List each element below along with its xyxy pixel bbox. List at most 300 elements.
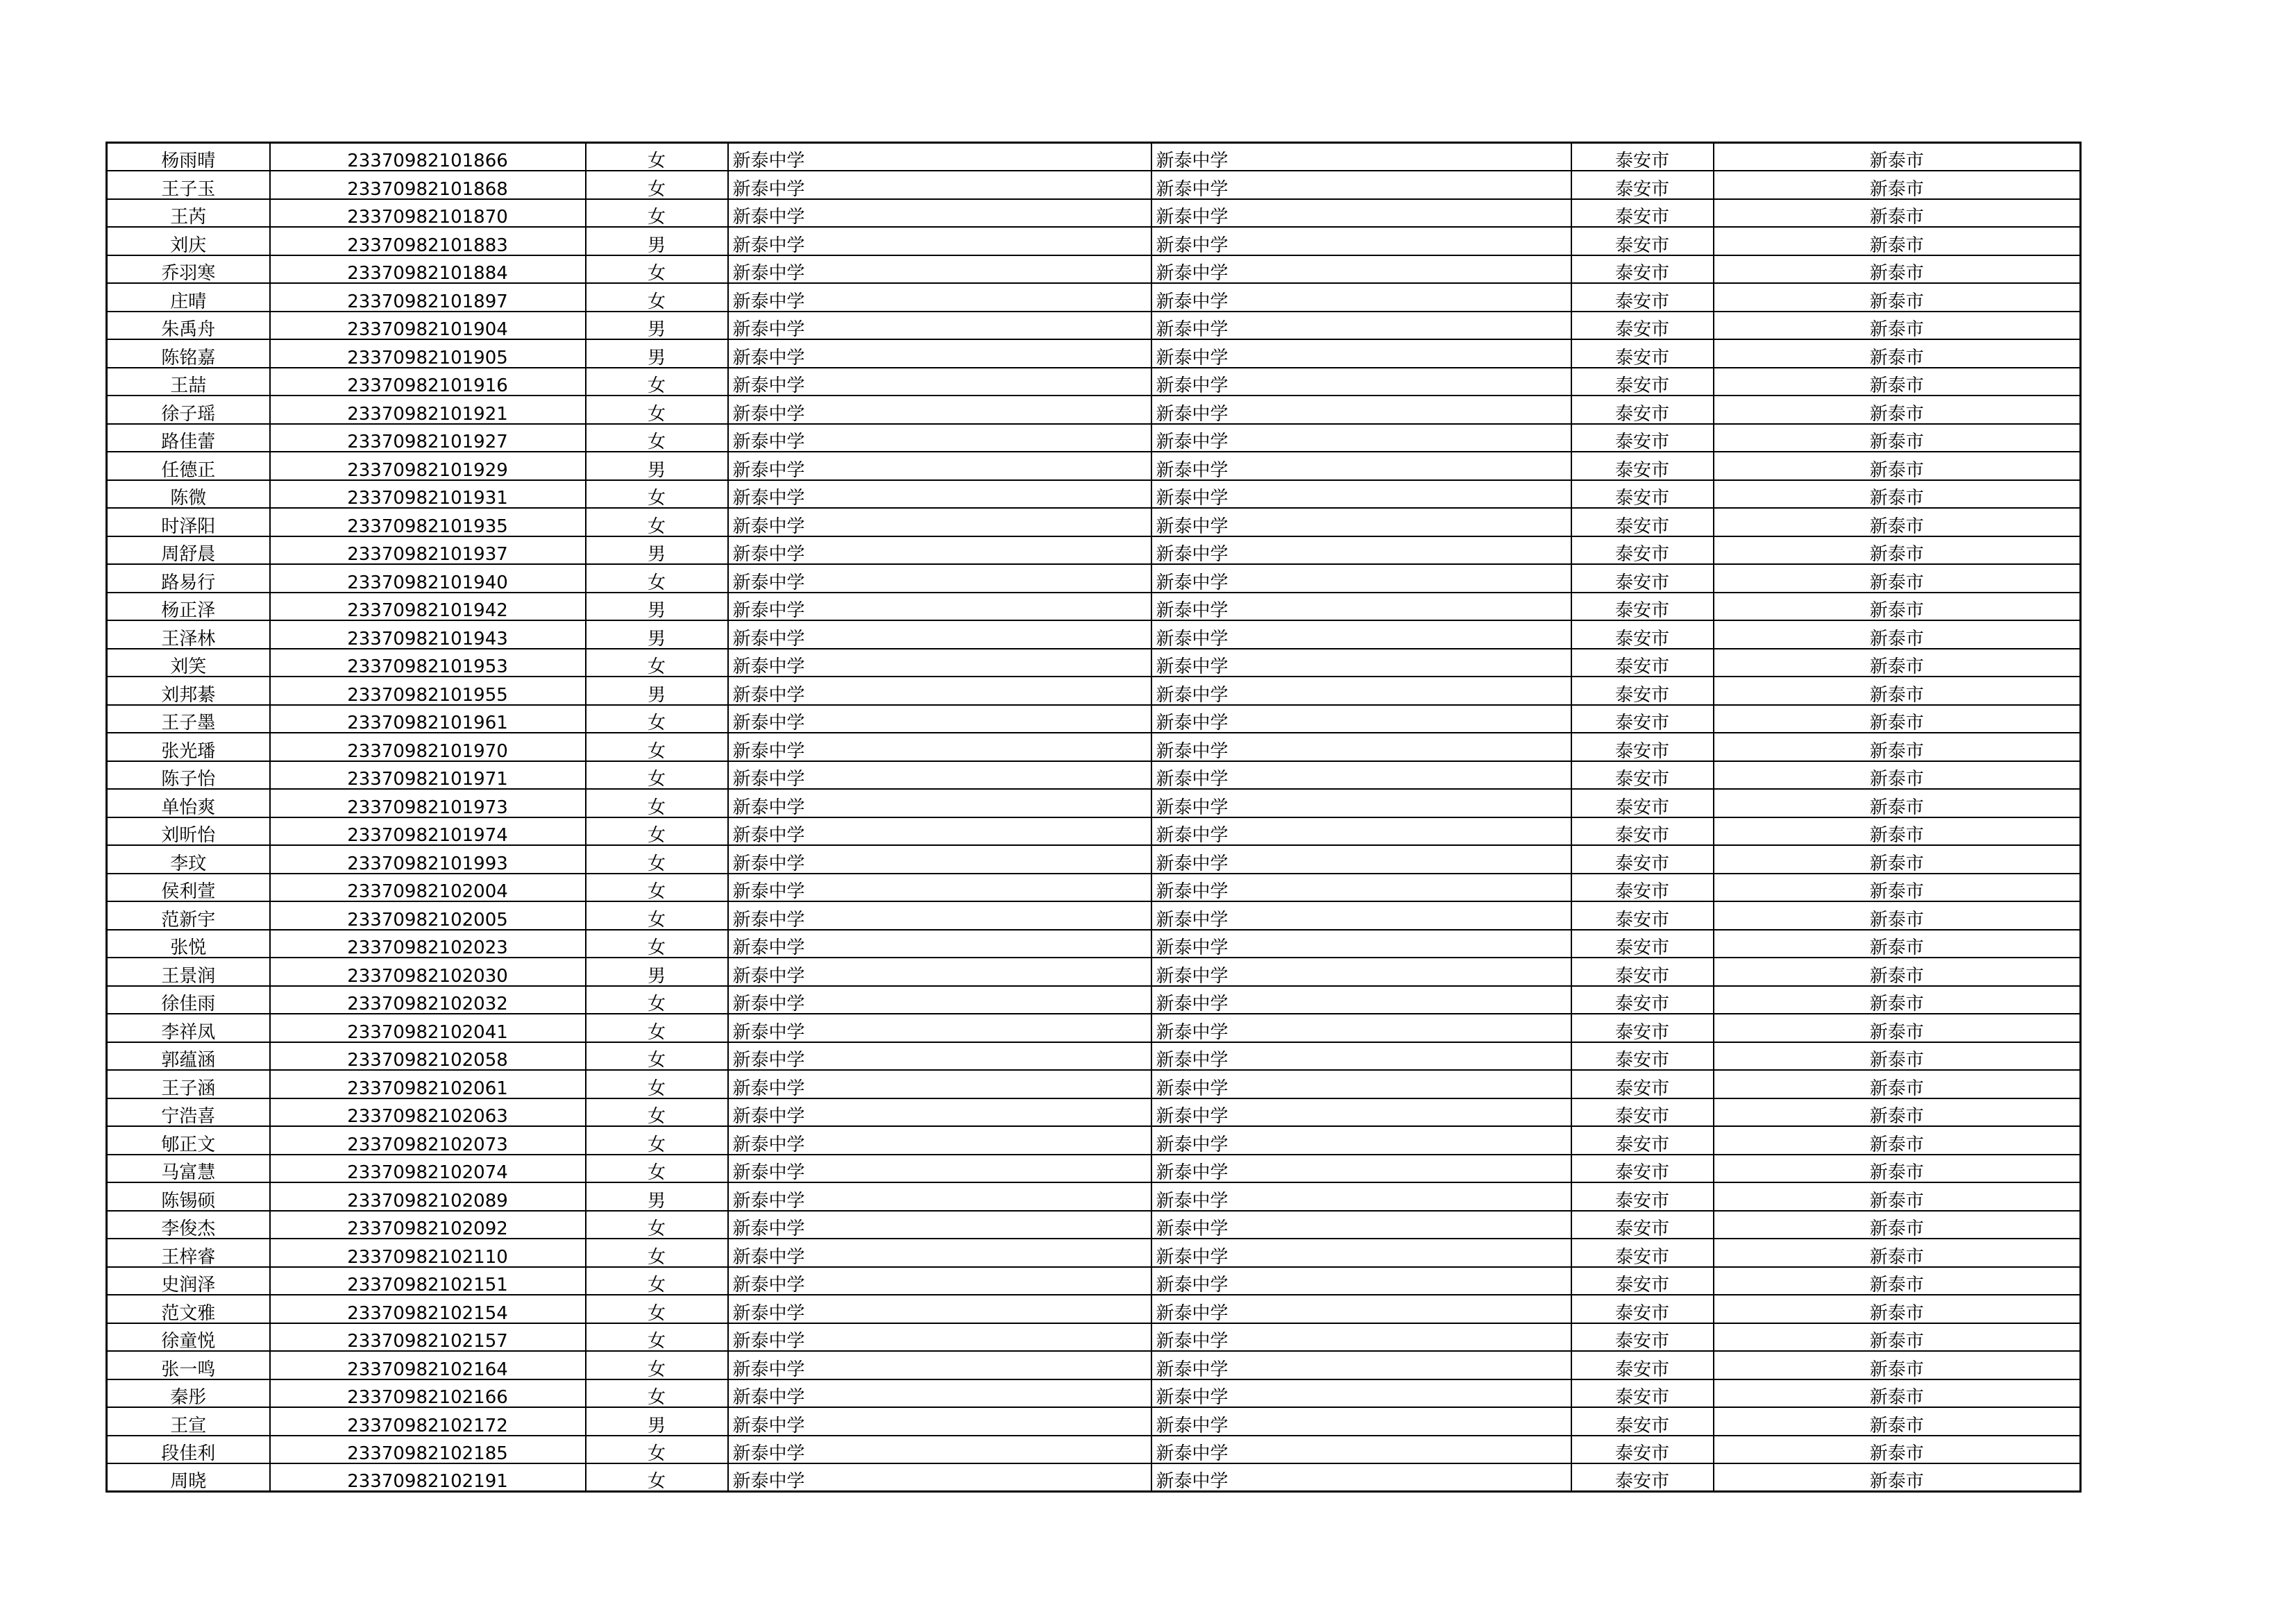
cell-district: 新泰市: [1714, 620, 2081, 649]
cell-gender: 女: [586, 143, 728, 171]
cell-id: 23370982101974: [270, 817, 586, 846]
cell-id: 23370982102110: [270, 1239, 586, 1267]
cell-name: 王宣: [107, 1407, 270, 1436]
cell-school: 新泰中学: [728, 1463, 1151, 1492]
cell-school2: 新泰中学: [1151, 1351, 1571, 1379]
cell-district: 新泰市: [1714, 817, 2081, 846]
cell-district: 新泰市: [1714, 1379, 2081, 1408]
cell-id: 23370982101953: [270, 649, 586, 677]
cell-name: 郭蕴涵: [107, 1042, 270, 1071]
table-row: [107, 1267, 2081, 1295]
cell-city: 泰安市: [1571, 171, 1714, 199]
cell-gender: 男: [586, 593, 728, 621]
table-row: [107, 312, 2081, 340]
cell-gender: 女: [586, 1295, 728, 1323]
cell-city: 泰安市: [1571, 1463, 1714, 1492]
cell-name: 李玟: [107, 845, 270, 874]
cell-school: 新泰中学: [728, 536, 1151, 565]
cell-gender: 女: [586, 1155, 728, 1183]
cell-id: 23370982101883: [270, 227, 586, 255]
cell-district: 新泰市: [1714, 1155, 2081, 1183]
cell-name: 王芮: [107, 199, 270, 228]
cell-gender: 男: [586, 227, 728, 255]
cell-school: 新泰中学: [728, 958, 1151, 986]
cell-city: 泰安市: [1571, 508, 1714, 536]
cell-school: 新泰中学: [728, 1098, 1151, 1127]
table-row: [107, 255, 2081, 284]
cell-id: 23370982102023: [270, 930, 586, 958]
cell-district: 新泰市: [1714, 1126, 2081, 1155]
cell-id: 23370982101961: [270, 705, 586, 733]
cell-school2: 新泰中学: [1151, 620, 1571, 649]
cell-city: 泰安市: [1571, 1014, 1714, 1042]
cell-name: 王泽林: [107, 620, 270, 649]
cell-city: 泰安市: [1571, 1042, 1714, 1071]
cell-id: 23370982102166: [270, 1379, 586, 1408]
table-row: [107, 620, 2081, 649]
cell-name: 王子墨: [107, 705, 270, 733]
student-roster-table: [105, 142, 2082, 1493]
cell-district: 新泰市: [1714, 396, 2081, 424]
cell-school2: 新泰中学: [1151, 1042, 1571, 1071]
cell-school2: 新泰中学: [1151, 424, 1571, 452]
cell-school: 新泰中学: [728, 1407, 1151, 1436]
table-row: [107, 1126, 2081, 1155]
cell-city: 泰安市: [1571, 1182, 1714, 1211]
cell-name: 王子涵: [107, 1070, 270, 1098]
cell-school: 新泰中学: [728, 593, 1151, 621]
cell-district: 新泰市: [1714, 1014, 2081, 1042]
cell-name: 杨雨晴: [107, 143, 270, 171]
cell-gender: 女: [586, 1070, 728, 1098]
cell-city: 泰安市: [1571, 1436, 1714, 1464]
cell-school2: 新泰中学: [1151, 986, 1571, 1014]
cell-school2: 新泰中学: [1151, 368, 1571, 396]
cell-id: 23370982102157: [270, 1323, 586, 1352]
cell-city: 泰安市: [1571, 283, 1714, 312]
cell-id: 23370982102185: [270, 1436, 586, 1464]
cell-school: 新泰中学: [728, 1239, 1151, 1267]
cell-gender: 女: [586, 1436, 728, 1464]
table-row: [107, 1323, 2081, 1352]
cell-school: 新泰中学: [728, 761, 1151, 790]
cell-school2: 新泰中学: [1151, 1014, 1571, 1042]
cell-school: 新泰中学: [728, 845, 1151, 874]
cell-city: 泰安市: [1571, 649, 1714, 677]
cell-gender: 女: [586, 817, 728, 846]
cell-gender: 女: [586, 874, 728, 902]
cell-school2: 新泰中学: [1151, 255, 1571, 284]
cell-school2: 新泰中学: [1151, 564, 1571, 593]
cell-city: 泰安市: [1571, 1407, 1714, 1436]
cell-school: 新泰中学: [728, 1323, 1151, 1352]
cell-gender: 男: [586, 958, 728, 986]
table-row: [107, 1463, 2081, 1492]
cell-school: 新泰中学: [728, 480, 1151, 509]
cell-id: 23370982101870: [270, 199, 586, 228]
cell-name: 秦彤: [107, 1379, 270, 1408]
table-row: [107, 1042, 2081, 1071]
cell-school2: 新泰中学: [1151, 1155, 1571, 1183]
cell-name: 王景润: [107, 958, 270, 986]
cell-district: 新泰市: [1714, 339, 2081, 368]
cell-school: 新泰中学: [728, 396, 1151, 424]
table-row: [107, 958, 2081, 986]
cell-school2: 新泰中学: [1151, 789, 1571, 817]
cell-city: 泰安市: [1571, 789, 1714, 817]
cell-name: 马富慧: [107, 1155, 270, 1183]
cell-id: 23370982101971: [270, 761, 586, 790]
table-row: [107, 845, 2081, 874]
table-row: [107, 761, 2081, 790]
cell-school: 新泰中学: [728, 143, 1151, 171]
cell-city: 泰安市: [1571, 986, 1714, 1014]
cell-name: 陈子怡: [107, 761, 270, 790]
cell-school2: 新泰中学: [1151, 1436, 1571, 1464]
cell-name: 侯利萱: [107, 874, 270, 902]
cell-name: 王梓睿: [107, 1239, 270, 1267]
cell-school2: 新泰中学: [1151, 171, 1571, 199]
cell-school2: 新泰中学: [1151, 958, 1571, 986]
cell-gender: 女: [586, 1211, 728, 1239]
cell-id: 23370982101993: [270, 845, 586, 874]
cell-name: 单怡爽: [107, 789, 270, 817]
cell-city: 泰安市: [1571, 339, 1714, 368]
cell-school: 新泰中学: [728, 283, 1151, 312]
cell-school: 新泰中学: [728, 620, 1151, 649]
cell-gender: 女: [586, 171, 728, 199]
cell-gender: 女: [586, 1098, 728, 1127]
table-row: [107, 1155, 2081, 1183]
cell-id: 23370982102030: [270, 958, 586, 986]
table-row: [107, 593, 2081, 621]
table-row: [107, 227, 2081, 255]
cell-id: 23370982102063: [270, 1098, 586, 1127]
cell-name: 周晓: [107, 1463, 270, 1492]
cell-name: 李祥凤: [107, 1014, 270, 1042]
cell-name: 范文雅: [107, 1295, 270, 1323]
cell-gender: 女: [586, 1379, 728, 1408]
cell-name: 朱禹舟: [107, 312, 270, 340]
cell-district: 新泰市: [1714, 761, 2081, 790]
cell-district: 新泰市: [1714, 733, 2081, 761]
cell-district: 新泰市: [1714, 1098, 2081, 1127]
cell-school2: 新泰中学: [1151, 452, 1571, 480]
cell-gender: 女: [586, 649, 728, 677]
cell-school: 新泰中学: [728, 508, 1151, 536]
table-row: [107, 452, 2081, 480]
cell-school2: 新泰中学: [1151, 1098, 1571, 1127]
cell-city: 泰安市: [1571, 1323, 1714, 1352]
cell-id: 23370982101927: [270, 424, 586, 452]
cell-school: 新泰中学: [728, 368, 1151, 396]
cell-name: 陈锡硕: [107, 1182, 270, 1211]
cell-city: 泰安市: [1571, 396, 1714, 424]
cell-district: 新泰市: [1714, 1407, 2081, 1436]
cell-gender: 男: [586, 312, 728, 340]
cell-id: 23370982101970: [270, 733, 586, 761]
cell-name: 任德正: [107, 452, 270, 480]
cell-id: 23370982102061: [270, 1070, 586, 1098]
table-row: [107, 199, 2081, 228]
cell-name: 庄晴: [107, 283, 270, 312]
cell-name: 乔羽寒: [107, 255, 270, 284]
cell-gender: 女: [586, 1239, 728, 1267]
cell-district: 新泰市: [1714, 312, 2081, 340]
cell-school: 新泰中学: [728, 1014, 1151, 1042]
cell-school: 新泰中学: [728, 733, 1151, 761]
cell-school2: 新泰中学: [1151, 1295, 1571, 1323]
cell-gender: 女: [586, 199, 728, 228]
cell-id: 23370982102073: [270, 1126, 586, 1155]
cell-district: 新泰市: [1714, 677, 2081, 705]
cell-district: 新泰市: [1714, 508, 2081, 536]
table-row: [107, 789, 2081, 817]
cell-district: 新泰市: [1714, 845, 2081, 874]
cell-id: 23370982101937: [270, 536, 586, 565]
table-row: [107, 901, 2081, 930]
cell-city: 泰安市: [1571, 930, 1714, 958]
cell-gender: 男: [586, 1407, 728, 1436]
cell-city: 泰安市: [1571, 480, 1714, 509]
cell-gender: 男: [586, 452, 728, 480]
cell-city: 泰安市: [1571, 368, 1714, 396]
cell-gender: 女: [586, 1014, 728, 1042]
cell-school: 新泰中学: [728, 1295, 1151, 1323]
cell-gender: 女: [586, 1351, 728, 1379]
cell-city: 泰安市: [1571, 452, 1714, 480]
cell-school: 新泰中学: [728, 705, 1151, 733]
cell-gender: 女: [586, 1042, 728, 1071]
cell-district: 新泰市: [1714, 452, 2081, 480]
cell-district: 新泰市: [1714, 424, 2081, 452]
cell-name: 刘邦綦: [107, 677, 270, 705]
cell-gender: 女: [586, 564, 728, 593]
cell-city: 泰安市: [1571, 593, 1714, 621]
cell-school2: 新泰中学: [1151, 312, 1571, 340]
table-row: [107, 564, 2081, 593]
cell-id: 23370982101935: [270, 508, 586, 536]
cell-district: 新泰市: [1714, 705, 2081, 733]
table-row: [107, 143, 2081, 171]
table-row: [107, 1070, 2081, 1098]
cell-gender: 男: [586, 339, 728, 368]
cell-city: 泰安市: [1571, 733, 1714, 761]
cell-id: 23370982102191: [270, 1463, 586, 1492]
cell-id: 23370982101931: [270, 480, 586, 509]
cell-name: 徐子瑶: [107, 396, 270, 424]
cell-id: 23370982101942: [270, 593, 586, 621]
cell-district: 新泰市: [1714, 1323, 2081, 1352]
cell-city: 泰安市: [1571, 958, 1714, 986]
cell-gender: 女: [586, 901, 728, 930]
cell-gender: 男: [586, 620, 728, 649]
cell-name: 张一鸣: [107, 1351, 270, 1379]
cell-school: 新泰中学: [728, 312, 1151, 340]
cell-city: 泰安市: [1571, 564, 1714, 593]
cell-district: 新泰市: [1714, 593, 2081, 621]
cell-school: 新泰中学: [728, 1351, 1151, 1379]
cell-district: 新泰市: [1714, 1295, 2081, 1323]
cell-name: 周舒晨: [107, 536, 270, 565]
cell-school: 新泰中学: [728, 930, 1151, 958]
cell-name: 史润泽: [107, 1267, 270, 1295]
cell-gender: 男: [586, 677, 728, 705]
cell-name: 宁浩喜: [107, 1098, 270, 1127]
cell-school: 新泰中学: [728, 1267, 1151, 1295]
cell-school2: 新泰中学: [1151, 930, 1571, 958]
cell-district: 新泰市: [1714, 1239, 2081, 1267]
cell-school2: 新泰中学: [1151, 649, 1571, 677]
cell-school: 新泰中学: [728, 1155, 1151, 1183]
cell-school: 新泰中学: [728, 649, 1151, 677]
cell-district: 新泰市: [1714, 789, 2081, 817]
cell-city: 泰安市: [1571, 255, 1714, 284]
cell-id: 23370982102092: [270, 1211, 586, 1239]
cell-district: 新泰市: [1714, 1351, 2081, 1379]
cell-district: 新泰市: [1714, 958, 2081, 986]
cell-school2: 新泰中学: [1151, 1239, 1571, 1267]
cell-district: 新泰市: [1714, 283, 2081, 312]
cell-gender: 女: [586, 761, 728, 790]
cell-district: 新泰市: [1714, 649, 2081, 677]
table-row: [107, 817, 2081, 846]
cell-district: 新泰市: [1714, 171, 2081, 199]
cell-school2: 新泰中学: [1151, 396, 1571, 424]
cell-id: 23370982102005: [270, 901, 586, 930]
cell-district: 新泰市: [1714, 564, 2081, 593]
cell-school2: 新泰中学: [1151, 733, 1571, 761]
cell-district: 新泰市: [1714, 1070, 2081, 1098]
cell-city: 泰安市: [1571, 1098, 1714, 1127]
cell-name: 陈铭嘉: [107, 339, 270, 368]
cell-school: 新泰中学: [728, 874, 1151, 902]
cell-name: 杨正泽: [107, 593, 270, 621]
cell-gender: 女: [586, 424, 728, 452]
cell-district: 新泰市: [1714, 227, 2081, 255]
cell-id: 23370982101916: [270, 368, 586, 396]
cell-name: 徐佳雨: [107, 986, 270, 1014]
cell-district: 新泰市: [1714, 255, 2081, 284]
cell-district: 新泰市: [1714, 1463, 2081, 1492]
cell-school2: 新泰中学: [1151, 1070, 1571, 1098]
cell-id: 23370982101866: [270, 143, 586, 171]
cell-id: 23370982102004: [270, 874, 586, 902]
cell-id: 23370982102032: [270, 986, 586, 1014]
cell-city: 泰安市: [1571, 705, 1714, 733]
cell-school: 新泰中学: [728, 1126, 1151, 1155]
table-row: [107, 986, 2081, 1014]
table-row: [107, 677, 2081, 705]
cell-city: 泰安市: [1571, 1351, 1714, 1379]
cell-name: 刘庆: [107, 227, 270, 255]
cell-district: 新泰市: [1714, 1042, 2081, 1071]
cell-district: 新泰市: [1714, 480, 2081, 509]
cell-name: 李俊杰: [107, 1211, 270, 1239]
table-row: [107, 480, 2081, 509]
table-row: [107, 705, 2081, 733]
cell-school2: 新泰中学: [1151, 845, 1571, 874]
cell-id: 23370982102154: [270, 1295, 586, 1323]
table-row: [107, 424, 2081, 452]
cell-district: 新泰市: [1714, 1436, 2081, 1464]
table-row: [107, 339, 2081, 368]
cell-name: 张光璠: [107, 733, 270, 761]
cell-city: 泰安市: [1571, 536, 1714, 565]
cell-id: 23370982101940: [270, 564, 586, 593]
cell-school: 新泰中学: [728, 339, 1151, 368]
cell-name: 王喆: [107, 368, 270, 396]
cell-id: 23370982102041: [270, 1014, 586, 1042]
cell-gender: 女: [586, 733, 728, 761]
cell-district: 新泰市: [1714, 1211, 2081, 1239]
cell-city: 泰安市: [1571, 199, 1714, 228]
table-row: [107, 930, 2081, 958]
table-row: [107, 536, 2081, 565]
cell-school: 新泰中学: [728, 1379, 1151, 1408]
cell-school: 新泰中学: [728, 901, 1151, 930]
cell-school: 新泰中学: [728, 171, 1151, 199]
cell-district: 新泰市: [1714, 199, 2081, 228]
cell-district: 新泰市: [1714, 1267, 2081, 1295]
table-row: [107, 508, 2081, 536]
cell-id: 23370982102172: [270, 1407, 586, 1436]
cell-school2: 新泰中学: [1151, 227, 1571, 255]
cell-city: 泰安市: [1571, 312, 1714, 340]
table-row: [107, 1211, 2081, 1239]
table-row: [107, 1239, 2081, 1267]
cell-id: 23370982102164: [270, 1351, 586, 1379]
cell-gender: 女: [586, 1267, 728, 1295]
cell-city: 泰安市: [1571, 1295, 1714, 1323]
cell-school2: 新泰中学: [1151, 508, 1571, 536]
cell-city: 泰安市: [1571, 1126, 1714, 1155]
cell-name: 刘昕怡: [107, 817, 270, 846]
cell-name: 刘笑: [107, 649, 270, 677]
cell-name: 陈微: [107, 480, 270, 509]
cell-district: 新泰市: [1714, 368, 2081, 396]
table-row: [107, 874, 2081, 902]
cell-city: 泰安市: [1571, 817, 1714, 846]
cell-city: 泰安市: [1571, 874, 1714, 902]
cell-city: 泰安市: [1571, 1239, 1714, 1267]
cell-id: 23370982101905: [270, 339, 586, 368]
cell-city: 泰安市: [1571, 143, 1714, 171]
table-row: [107, 171, 2081, 199]
cell-school2: 新泰中学: [1151, 1211, 1571, 1239]
cell-gender: 男: [586, 1182, 728, 1211]
cell-city: 泰安市: [1571, 677, 1714, 705]
cell-city: 泰安市: [1571, 845, 1714, 874]
cell-gender: 女: [586, 1323, 728, 1352]
cell-school: 新泰中学: [728, 564, 1151, 593]
cell-id: 23370982102074: [270, 1155, 586, 1183]
table-row: [107, 396, 2081, 424]
table-row: [107, 1182, 2081, 1211]
cell-gender: 女: [586, 508, 728, 536]
cell-city: 泰安市: [1571, 1379, 1714, 1408]
cell-gender: 女: [586, 789, 728, 817]
cell-school2: 新泰中学: [1151, 143, 1571, 171]
cell-school2: 新泰中学: [1151, 817, 1571, 846]
cell-school2: 新泰中学: [1151, 1182, 1571, 1211]
cell-gender: 男: [586, 536, 728, 565]
cell-id: 23370982101868: [270, 171, 586, 199]
table-row: [107, 1295, 2081, 1323]
cell-district: 新泰市: [1714, 1182, 2081, 1211]
cell-gender: 女: [586, 480, 728, 509]
cell-gender: 女: [586, 930, 728, 958]
